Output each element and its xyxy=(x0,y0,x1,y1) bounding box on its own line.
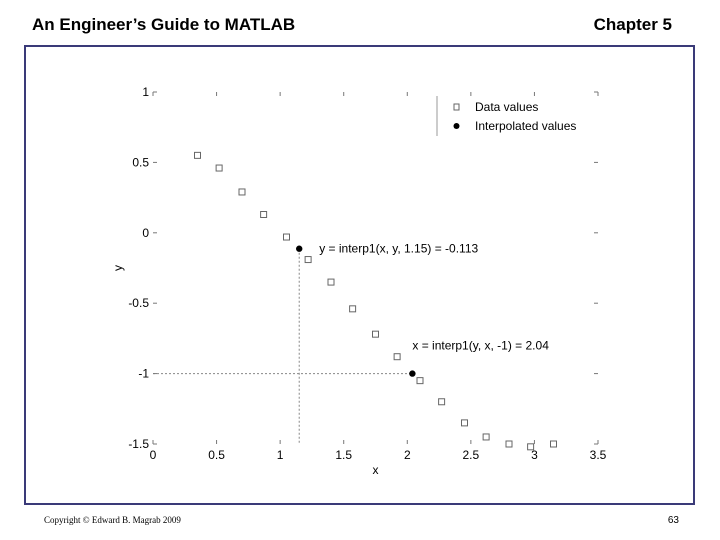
data-point-8 xyxy=(373,331,379,337)
data-point-7 xyxy=(350,306,356,312)
x-tick-label-3: 1.5 xyxy=(335,448,353,462)
x-tick-label-1: 0.5 xyxy=(208,448,225,462)
y-tick-label-3: -0.5 xyxy=(128,296,149,311)
data-point-16 xyxy=(551,441,557,447)
x-tick-label-5: 2.5 xyxy=(462,448,480,462)
y-tick-label-1: 0.5 xyxy=(132,155,149,170)
annotation-0: y = interp1(x, y, 1.15) = -0.113 xyxy=(319,241,479,256)
y-tick-label-5: -1.5 xyxy=(128,437,149,451)
data-series xyxy=(195,152,557,449)
y-axis-label: y xyxy=(111,265,125,271)
interp-guides xyxy=(153,249,412,444)
data-point-5 xyxy=(305,257,311,263)
chapter-label: Chapter 5 xyxy=(593,15,672,34)
data-point-12 xyxy=(462,420,468,426)
legend xyxy=(437,96,576,136)
data-point-10 xyxy=(417,378,423,384)
page-number: 63 xyxy=(667,515,679,526)
legend-label-1: Interpolated values xyxy=(475,119,577,133)
x-tick-label-2: 1 xyxy=(276,448,284,462)
data-point-14 xyxy=(506,441,512,447)
data-point-9 xyxy=(394,354,400,360)
axes xyxy=(153,92,598,444)
data-point-1 xyxy=(216,165,222,171)
slide-title: An Engineer’s Guide to MATLAB xyxy=(32,15,296,34)
interpolated-point-0 xyxy=(296,246,302,252)
y-tick-label-0: 1 xyxy=(142,85,149,99)
interpolated-point-1 xyxy=(409,370,415,376)
data-point-2 xyxy=(239,189,245,195)
x-tick-label-0: 0 xyxy=(149,448,157,462)
copyright-text: Copyright © Edward B. Magrab 2009 xyxy=(44,515,181,525)
annotations xyxy=(319,242,549,353)
legend-label-0: Data values xyxy=(475,100,539,114)
legend-square-marker xyxy=(454,104,459,110)
data-point-6 xyxy=(328,279,334,285)
x-tick-label-4: 2 xyxy=(403,448,411,462)
annotation-1: x = interp1(y, x, -1) = 2.04 xyxy=(412,338,549,353)
legend-dot-marker xyxy=(454,123,460,129)
x-tick-label-7: 3.5 xyxy=(589,448,607,462)
data-point-4 xyxy=(284,234,290,240)
x-tick-label-6: 3 xyxy=(531,448,538,462)
data-point-3 xyxy=(261,211,267,217)
tick-labels xyxy=(128,85,606,462)
y-tick-label-4: -1 xyxy=(138,366,149,381)
y-tick-label-2: 0 xyxy=(142,225,149,240)
data-point-0 xyxy=(195,152,201,158)
data-point-13 xyxy=(483,434,489,440)
x-axis-label: x xyxy=(372,463,379,477)
data-point-11 xyxy=(439,399,445,405)
